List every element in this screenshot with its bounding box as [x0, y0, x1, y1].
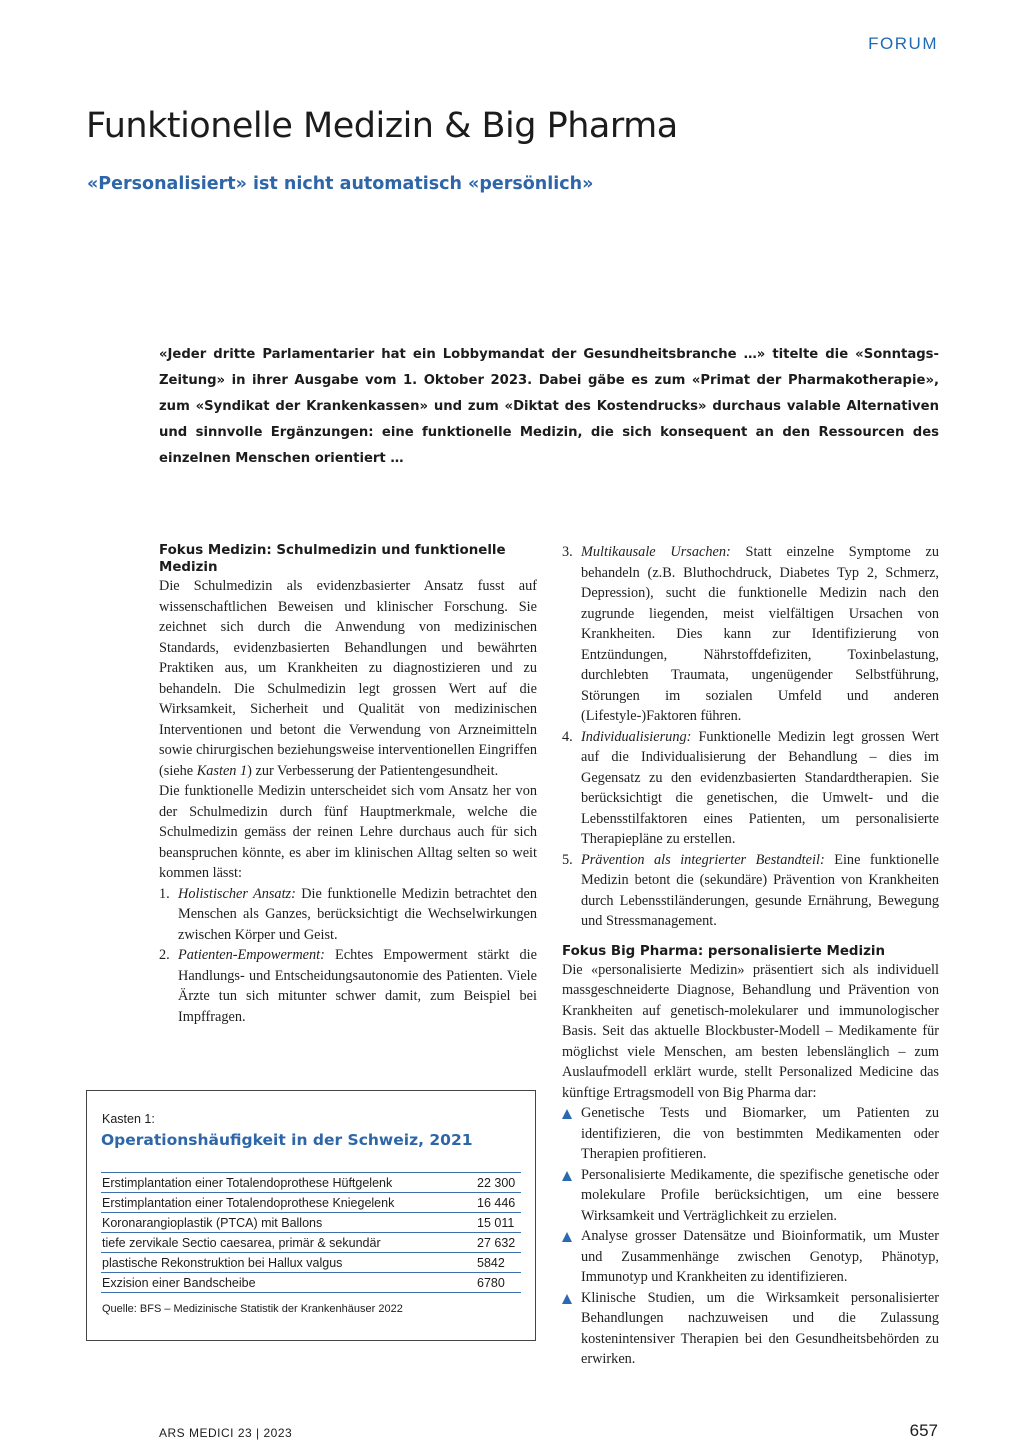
triangle-bullet-icon: [562, 1109, 572, 1119]
list-text: Statt einzelne Symptome zu behandeln (z.B. Bluthochdruck, Diabetes Typ 2, Schmerz, Depression), sucht die funktionelle Medizin nach den zugrunde liegenden, meist vielfältigen Ursachen von Krankheiten. Dies kann zur Identifizierung von Entzündungen, Nährstoffdefiziten, Toxinbelastung, durchlebten Traumata, ungenügender Selbstführung, Störungen im sozialen Umfeld und anderen (Lifestyle-)Faktoren führen.: [581, 544, 939, 724]
table-row: [101, 1213, 521, 1233]
journal-issue: ARS MEDICI 23 | 2023: [159, 1426, 293, 1440]
operation-name: Erstimplantation einer Totalendoprothese Kniegelenk: [101, 1193, 476, 1213]
bullet-list: [562, 1103, 939, 1370]
lead-paragraph: «Jeder dritte Parlamentarier hat ein Lobbymandat der Gesundheitsbranche …» titelte die «Sonntags-Zeitung» in ihrer Ausgabe vom 1. Oktober 2023. Dabei gäbe es zum «Primat der Pharmakotherapie», zum «Syndikat der Krankenkassen» und zum «Diktat des Kostendrucks» durchaus valable Alternativen und sinnvolle Ergänzungen: eine funktionelle Medizin, die sich konsequent an den Ressourcen des einzelnen Menschen orientiert …: [159, 347, 939, 466]
list-number: 3.: [562, 544, 573, 560]
table-row: [101, 1273, 521, 1293]
bullet-item: [562, 1165, 939, 1227]
text-span: ) zur Verbesserung der Patientengesundheit.: [247, 762, 499, 779]
list-item: [159, 945, 537, 1027]
bullet-text: Klinische Studien, um die Wirksamkeit personalisierter Behandlungen nachzuweisen und die Zulassung kostenintensiver Therapien bei den Gesundheitsbehörden zu erwirken.: [581, 1289, 939, 1367]
list-term: Holistischer Ansatz:: [178, 885, 296, 902]
triangle-bullet-icon: [562, 1232, 572, 1242]
table-row: [101, 1253, 521, 1273]
paragraph-schulmedizin: [159, 576, 537, 781]
section-label: FORUM: [868, 34, 938, 53]
bullet-item: [562, 1288, 939, 1370]
operation-name: Koronarangioplastik (PTCA) mit Ballons: [101, 1213, 476, 1233]
numbered-list-right: [562, 542, 939, 932]
operation-name: Erstimplantation einer Totalendoprothese Hüftgelenk: [101, 1173, 476, 1193]
list-item: [159, 884, 537, 946]
operation-count: 27 632: [476, 1233, 521, 1253]
numbered-list-left: [159, 884, 537, 1028]
operation-count: 5842: [476, 1253, 521, 1273]
list-text: Funktionelle Medizin legt grossen Wert auf die Individualisierung der Behandlung – dies im Gegensatz zu den evidenzbasierten Standardtherapien. Sie berücksichtigt die genetischen, die Umwelt- und die Lebensstilfaktoren eines Patienten, um personalisierte Therapiepläne zu erstellen.: [581, 728, 939, 847]
list-item: [562, 542, 939, 727]
triangle-bullet-icon: [562, 1171, 572, 1181]
list-item: [562, 727, 939, 850]
bullet-text: Analyse grosser Datensätze und Bioinformatik, um Muster und Zusammenhänge zwischen Genotyp, Phänotyp, Immunotyp und Krankheiten zu identifizieren.: [581, 1228, 939, 1285]
list-text: Die funktionelle Medizin betrachtet den Menschen als Ganzes, berücksichtigt die Wechselwirkungen zwischen Körper und Geist.: [178, 885, 537, 943]
paragraph-funktionelle: Die funktionelle Medizin unterscheidet sich vom Ansatz her von der Schulmedizin durch fünf Hauptmerkmale, welche die Schulmedizin gemäss der reinen Lehre durchaus auch für sich beanspruchen könnte, es aber im klinischen Alltag selten so weit kommen lässt:: [159, 783, 537, 881]
right-column: [562, 542, 939, 1370]
list-number: 1.: [159, 885, 170, 902]
list-number: 4.: [562, 728, 573, 745]
bullet-text: Genetische Tests und Biomarker, um Patienten zu identifizieren, die von bestimmten Medikamenten oder Therapien profitieren.: [581, 1105, 939, 1162]
operation-count: 15 011: [476, 1213, 521, 1233]
table-row: [101, 1193, 521, 1213]
paragraph-personalisierte-medizin: Die «personalisierte Medizin» präsentiert sich als individuell massgeschneiderte Diagnose, Behandlung und Prävention von Krankheiten auf genetisch-molekularer und immunologischer Basis. Seit das aktuelle Blockbuster-Modell – Medikamente für möglichst viele Menschen, am besten lebenslänglich – zum Auslaufmodell erklärt wurde, stellt Personalized Medicine das künftige Ertragsmodell von Big Pharma dar:: [562, 961, 939, 1101]
article-title: Funktionelle Medizin & Big Pharma: [86, 106, 678, 146]
left-column: [159, 542, 537, 1027]
operation-count: 22 300: [476, 1173, 521, 1193]
table-row: [101, 1233, 521, 1253]
kasten-label: Kasten 1:: [102, 1112, 155, 1126]
kasten-source: Quelle: BFS – Medizinische Statistik der Krankenhäuser 2022: [102, 1303, 403, 1315]
operations-table: [101, 1172, 521, 1293]
article-subtitle: «Personalisiert» ist nicht automatisch «persönlich»: [87, 174, 594, 194]
list-term: Individualisierung:: [581, 728, 692, 745]
list-item: [562, 850, 939, 932]
bullet-item: [562, 1226, 939, 1288]
page-number: 657: [909, 1421, 938, 1440]
operation-count: 6780: [476, 1273, 521, 1293]
triangle-bullet-icon: [562, 1294, 572, 1304]
list-number: 5.: [562, 851, 573, 868]
kasten-box: [86, 1090, 536, 1341]
operation-count: 16 446: [476, 1193, 521, 1213]
heading-schulmedizin: Fokus Medizin: Schulmedizin und funktionelle Medizin: [159, 543, 506, 575]
operation-name: Exzision einer Bandscheibe: [101, 1273, 476, 1293]
operation-name: plastische Rekonstruktion bei Hallux valgus: [101, 1253, 476, 1273]
bullet-text: Personalisierte Medikamente, die spezifische genetische oder molekulare Profile berücksichtigen, um eine bessere Wirksamkeit und Verträglichkeit zu erzielen.: [581, 1166, 939, 1224]
bullet-item: [562, 1103, 939, 1165]
list-term: Multikausale Ursachen:: [581, 544, 731, 560]
list-text: Echtes Empowerment stärkt die Handlungs- und Entscheidungsautonomie des Patienten. Viele Ärzte tun sich mitunter schwer damit, zum Beispiel bei Impffragen.: [178, 947, 537, 1025]
table-row: [101, 1173, 521, 1193]
list-text: Eine funktionelle Medizin betont die (sekundäre) Prävention von Krankheiten durch Lebensstiländerungen, gesunde Ernährung, Bewegung und Stressmanagement.: [581, 851, 939, 929]
kasten-reference: Kasten 1: [196, 762, 248, 779]
list-term: Prävention als integrierter Bestandteil:: [581, 851, 825, 868]
heading-big-pharma: Fokus Big Pharma: personalisierte Medizin: [562, 943, 885, 959]
list-number: 2.: [159, 947, 170, 963]
list-term: Patienten-Empowerment:: [178, 947, 325, 963]
text-span: Die Schulmedizin als evidenzbasierter Ansatz fusst auf wissenschaftlichen Beweisen und klinischer Forschung. Sie zeichnet sich durch die Anwendung von medizinischen Standards, evidenzbasierten Behandlungen und bewährten Praktiken aus, um Krankheiten zu diagnostizieren und zu behandeln. Die Schulmedizin legt grossen Wert auf die Wirksamkeit, Sicherheit und Qualität von medizinischen Interventionen und betont die Verwendung von Arzneimitteln sowie chirurgischen beziehungsweise interventionellen Eingriffen (siehe: [159, 578, 537, 779]
operation-name: tiefe zervikale Sectio caesarea, primär & sekundär: [101, 1233, 476, 1253]
kasten-title: Operationshäufigkeit in der Schweiz, 2021: [101, 1131, 473, 1149]
